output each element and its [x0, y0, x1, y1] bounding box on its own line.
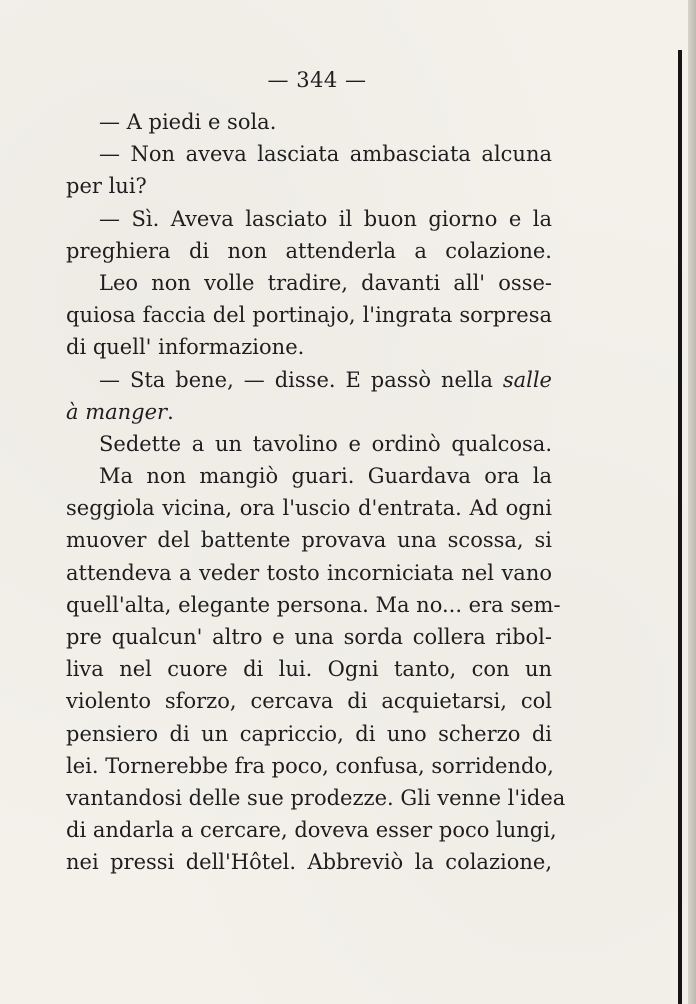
text-line: [66, 396, 552, 428]
text-line: — Non aveva lasciata ambasciata alcuna: [99, 142, 552, 167]
text-line: violento sforzo, cercava di acquietarsi, col: [66, 689, 552, 714]
text-line: Ma non mangiò guari. Guardava ora la: [99, 464, 552, 489]
text-line: muover del battente provava una scossa, si: [66, 528, 552, 553]
page-number: — 344 —: [267, 68, 367, 92]
text-line: Leo non volle tradire, davanti all' osse-: [99, 270, 552, 295]
binding-line: [678, 50, 682, 1004]
text-line: — Sì. Aveva lasciato il buon giorno e la: [99, 206, 552, 231]
text-line: quiosa faccia del portinajo, l'ingrata sorpresa: [66, 303, 552, 328]
text-line: — A piedi e sola.: [99, 110, 277, 134]
text-line: Sedette a un tavolino e ordinò qualcosa.: [99, 431, 552, 456]
text-line: lei. Tornerebbe fra poco, confusa, sorridendo,: [66, 753, 554, 778]
text-line: pre qualcun' altro e una sorda collera ribol-: [66, 625, 552, 649]
body-text: [66, 106, 566, 879]
text-line: nei pressi dell'Hôtel. Abbreviò la colazione,: [66, 850, 552, 875]
page-binding-edge: [688, 0, 696, 1004]
text-line: di andarla a cercare, doveva esser poco lungi,: [66, 818, 557, 843]
italic-text: salle: [502, 367, 552, 392]
text-line: liva nel cuore di lui. Ogni tanto, con un: [66, 657, 552, 682]
text-line: [66, 364, 552, 396]
text-line: per lui?: [66, 174, 147, 199]
italic-text: à manger: [66, 399, 168, 424]
text-line: preghiera di non attenderla a colazione.: [66, 238, 552, 263]
text-line: quell'alta, elegante persona. Ma no... era sem-: [66, 592, 561, 617]
text-line: vantandosi delle sue prodezze. Gli venne l'idea: [66, 785, 566, 810]
text-run: — Sta bene, — disse. E passò nella: [99, 367, 503, 392]
text-line: di quell' informazione.: [66, 335, 305, 360]
text-line: pensiero di un capriccio, di uno scherzo di: [66, 721, 552, 746]
text-line: attendeva a veder tosto incorniciata nel vano: [66, 560, 552, 585]
text-line: seggiola vicina, ora l'uscio d'entrata. Ad ogni: [66, 496, 552, 521]
text-run: .: [167, 399, 174, 424]
